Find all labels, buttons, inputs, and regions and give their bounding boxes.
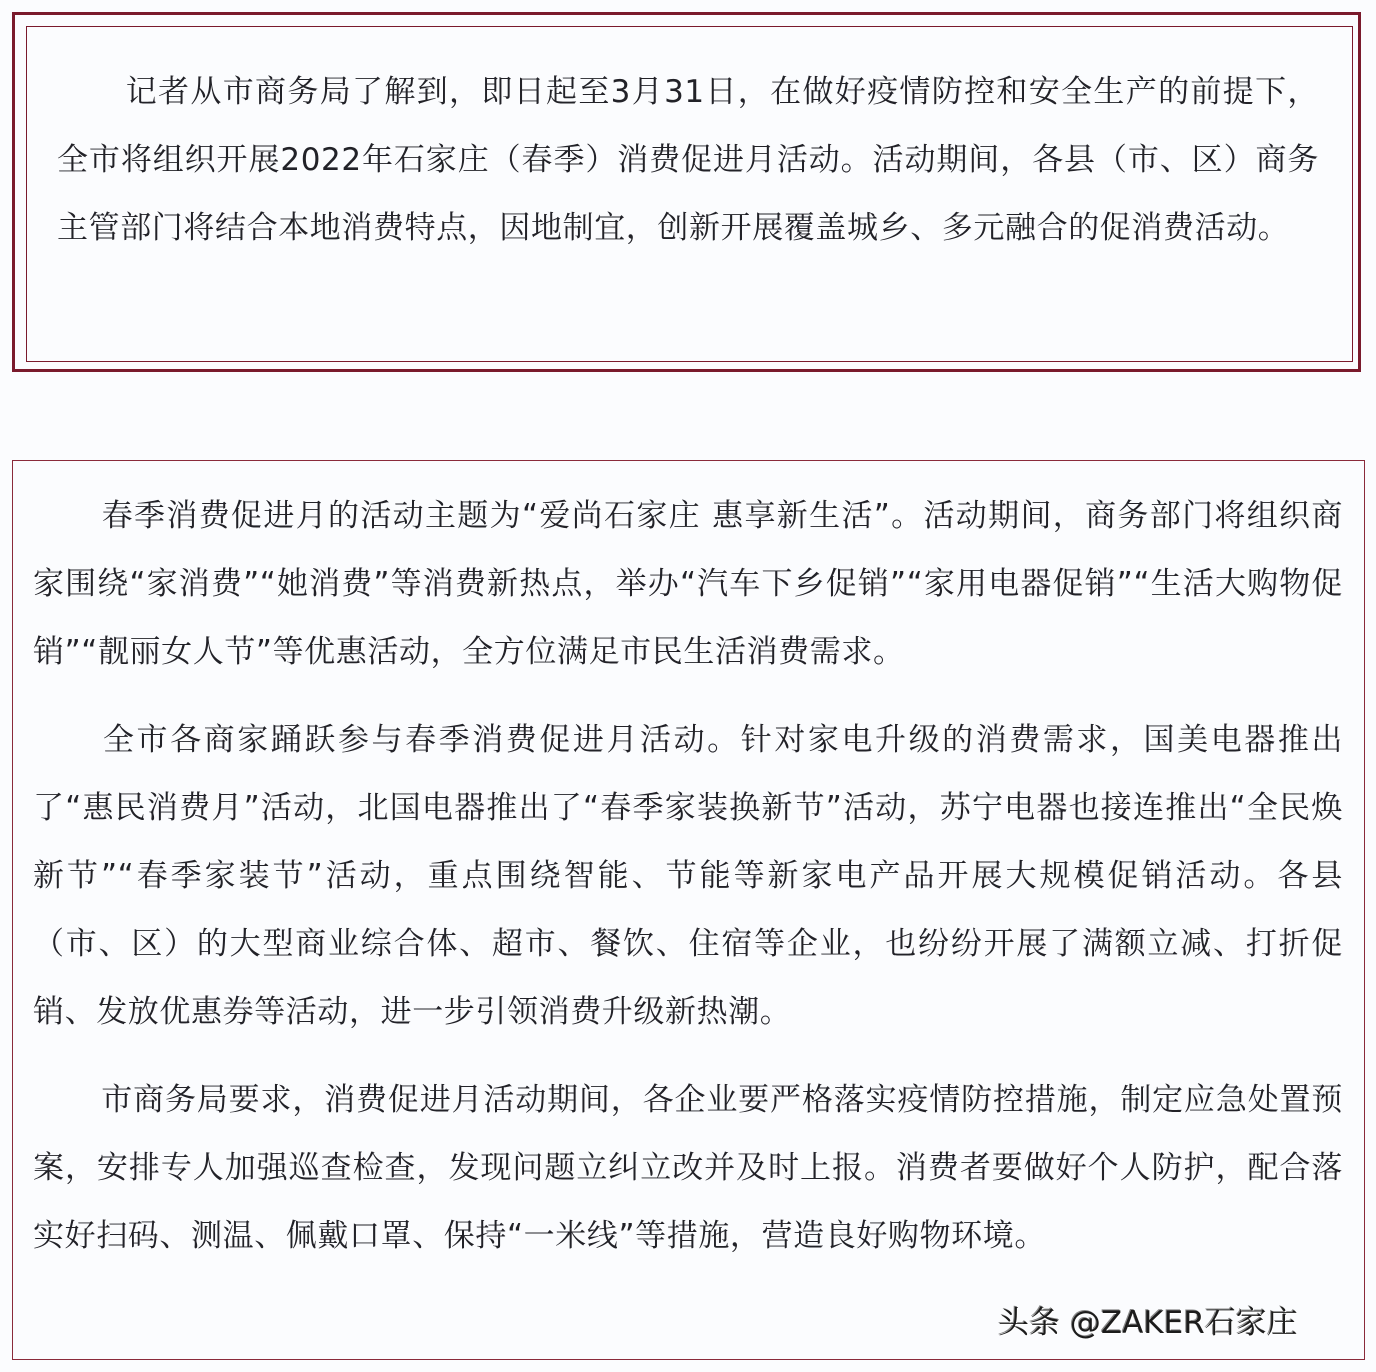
body-paragraph-text: 市商务局要求，消费促进月活动期间，各企业要严格落实疫情防控措施，制定应急处置预案，安排专人加强巡查检查，发现问题立纠立改并及时上报。消费者要做好个人防护，配合落实好扫码、测温、佩戴口罩、保持“一米线”等措施，营造良好购物环境。	[33, 1082, 1343, 1254]
body-paragraph-text: 全市各商家踊跃参与春季消费促进月活动。针对家电升级的消费需求，国美电器推出了“惠民消费月”活动，北国电器推出了“春季家装换新节”活动，苏宁电器也接连推出“全民焕新节”“春季家装节”活动，重点围绕智能、节能等新家电产品开展大规模促销活动。各县（市、区）的大型商业综合体、超市、餐饮、住宿等企业，也纷纷开展了满额立减、打折促销、发放优惠券等活动，进一步引领消费升级新热潮。	[33, 722, 1343, 1030]
body-paragraph-merchants	[33, 706, 1343, 1046]
body-paragraph-text: 春季消费促进月的活动主题为“爱尚石家庄 惠享新生活”。活动期间，商务部门将组织商家围绕“家消费”“她消费”等消费新热点，举办“汽车下乡促销”“家用电器促销”“生活大购物促销”“靓丽女人节”等优惠活动，全方位满足市民生活消费需求。	[33, 498, 1343, 670]
body-paragraph-theme	[33, 482, 1343, 686]
source-watermark: 头条 @ZAKER石家庄	[998, 1305, 1298, 1341]
summary-paragraph	[57, 58, 1319, 262]
body-paragraph-requirements	[33, 1066, 1343, 1270]
summary-paragraph-text: 记者从市商务局了解到，即日起至3月31日，在做好疫情防控和安全生产的前提下，全市将组织开展2022年石家庄（春季）消费促进月活动。活动期间，各县（市、区）商务主管部门将结合本地消费特点，因地制宜，创新开展覆盖城乡、多元融合的促消费活动。	[57, 74, 1319, 246]
